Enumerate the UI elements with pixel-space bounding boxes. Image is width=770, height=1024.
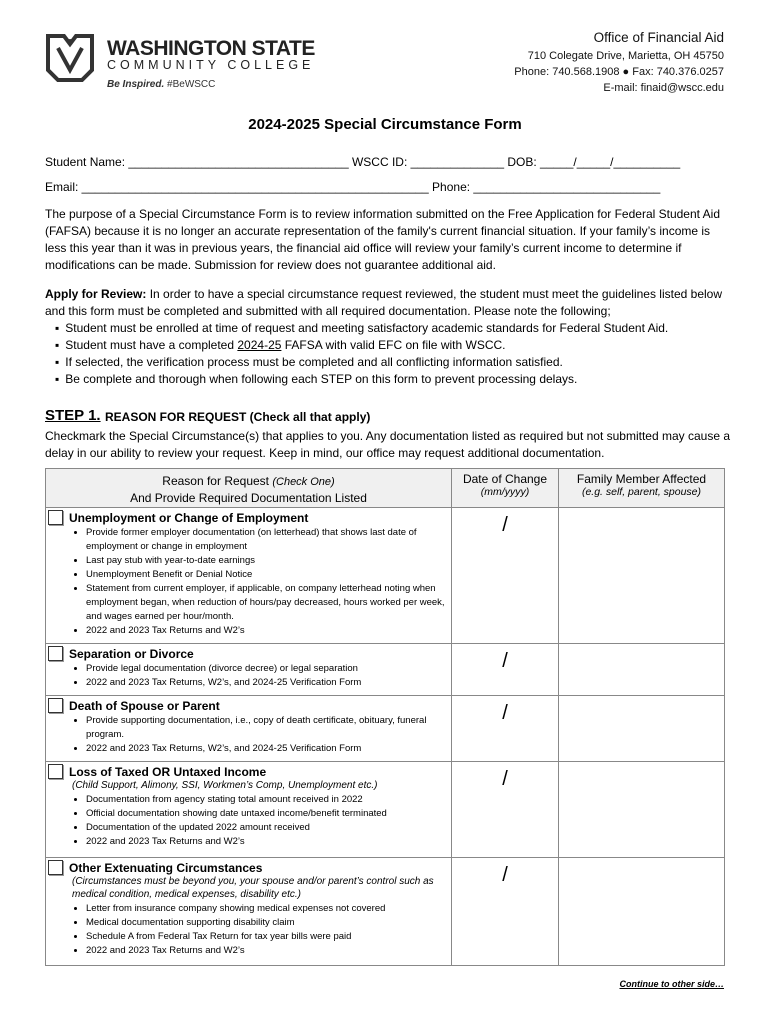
reason-cell: Unemployment or Change of Employment • Provide former employer documentation (on letterhead) that shows last date of employment or change in employment • Last pay stub with year-to-date earnings • Unemployment Benefit or Denial Notice • Statement from current employer, if applicable, on company letterhead noting when employment began, when reduction of hours/pay decreased, hours worked per week, and wages earned per hour/month. • 2022 and 2023 Tax Returns and W2’s <box>46 508 452 644</box>
list-item: • Official documentation showing date untaxed income/benefit terminated <box>86 807 447 821</box>
table-row <box>46 762 725 858</box>
office-title: Office of Financial Aid <box>593 30 724 45</box>
reason-cell: Separation or Divorce • Provide legal documentation (divorce decree) or legal separation • 2022 and 2023 Tax Returns, W2’s, and 2024-25 Verification Form <box>46 644 452 696</box>
list-item: • Documentation of the updated 2022 amount received <box>86 821 447 835</box>
checkbox-separation[interactable] <box>48 646 63 661</box>
reason-cell: Death of Spouse or Parent • Provide supporting documentation, i.e., copy of death certificate, obituary, funeral program. • 2022 and 2023 Tax Returns, W2’s, and 2024-25 Verification Form <box>46 696 452 762</box>
list-item: ▪ Be complete and thorough when following each STEP on this form to prevent processing delays. <box>55 371 668 388</box>
list-item: • Schedule A from Federal Tax Return for tax year bills were paid <box>86 930 447 944</box>
list-item: • 2022 and 2023 Tax Returns, W2’s, and 2024-25 Verification Form <box>86 742 447 756</box>
list-item: • Provide former employer documentation (on letterhead) that shows last date of employment or change in employment <box>86 526 447 554</box>
reason-cell: Loss of Taxed OR Untaxed Income (Child Support, Alimony, SSI, Workmen’s Comp, Unemployment etc.) • Documentation from agency stating total amount received in 2022 • Official documentation showing date untaxed income/benefit terminated • Documentation of the updated 2022 amount received • 2022 and 2023 Tax Returns and W2’s <box>46 762 452 858</box>
office-phone-fax: Phone: 740.568.1908 ● Fax: 740.376.0257 <box>514 66 724 78</box>
list-item: • Medical documentation supporting disability claim <box>86 916 447 930</box>
table-row <box>46 508 725 644</box>
college-logo-icon <box>44 30 96 84</box>
step1-intro: Checkmark the Special Circumstance(s) that applies to you. Any documentation listed as required but not submitted may cause a delay in our ability to review your request. Keep in mind, our office may request additional documentation. <box>45 429 731 460</box>
date-input-separation[interactable]: / <box>452 644 559 696</box>
date-input-unemployment[interactable]: / <box>452 508 559 644</box>
family-input-income-loss[interactable] <box>559 762 725 858</box>
header-reason: Reason for Request (Check One) And Provide Required Documentation Listed <box>46 469 452 508</box>
table-row <box>46 696 725 762</box>
list-item: ▪ Student must have a completed 2024-25 FAFSA with valid EFC on file with WSCC. <box>55 337 668 354</box>
list-item: • 2022 and 2023 Tax Returns and W2’s <box>86 944 447 958</box>
checkbox-death[interactable] <box>48 698 63 713</box>
list-item: ▪ If selected, the verification process must be completed and all conflicting information satisfied. <box>55 354 668 371</box>
date-input-income-loss[interactable]: / <box>452 762 559 858</box>
list-item: ▪ Student must be enrolled at time of request and meeting satisfactory academic standards for Federal Student Aid. <box>55 320 668 337</box>
checkbox-unemployment[interactable] <box>48 510 63 525</box>
school-subtitle: COMMUNITY COLLEGE <box>107 58 315 72</box>
family-input-other[interactable] <box>559 858 725 966</box>
step1-label: STEP 1. <box>45 407 101 424</box>
student-info-line[interactable]: Student Name: _________________________________ WSCC ID: ______________ DOB: _____/_____/__________ <box>45 155 681 169</box>
header-family: Family Member Affected (e.g. self, parent, spouse) <box>559 469 725 508</box>
tagline: Be Inspired. #BeWSCC <box>107 79 216 90</box>
family-input-death[interactable] <box>559 696 725 762</box>
purpose-paragraph: The purpose of a Special Circumstance Form is to review information submitted on the Free Application for Federal Student Aid (FAFSA) because it is no longer an accurate representation of the family's current financial situation. If your family’s income is less this year than it was in previous years, the financial aid office will review your family’s current income to determine if modifications can be made. Submission for review does not guarantee additional aid. <box>45 207 720 272</box>
row-subtitle: (Child Support, Alimony, SSI, Workmen’s Comp, Unemployment etc.) <box>72 780 378 791</box>
list-item: • Documentation from agency stating total amount received in 2022 <box>86 793 447 807</box>
reason-table <box>45 468 725 966</box>
office-address: 710 Colegate Drive, Marietta, OH 45750 <box>527 50 724 62</box>
list-item: • 2022 and 2023 Tax Returns and W2’s <box>86 624 447 638</box>
header-date: Date of Change (mm/yyyy) <box>452 469 559 508</box>
date-input-other[interactable]: / <box>452 858 559 966</box>
list-item: • 2022 and 2023 Tax Returns and W2’s <box>86 835 447 849</box>
apply-bullets <box>55 320 668 388</box>
list-item: • Statement from current employer, if applicable, on company letterhead noting when employment began, when reduction of hours/pay decreased, hours worked per week, and wages earned per hour/month. <box>86 582 447 624</box>
checkbox-other[interactable] <box>48 860 63 875</box>
table-row <box>46 858 725 966</box>
date-input-death[interactable]: / <box>452 696 559 762</box>
reason-cell: Other Extenuating Circumstances (Circumstances must be beyond you, your spouse and/or parent’s control such as medical condition, medical expenses, disability etc.) • Letter from insurance company showing medical expenses not covered • Medical documentation supporting disability claim • Schedule A from Federal Tax Return for tax year bills were paid • 2022 and 2023 Tax Returns and W2’s <box>46 858 452 966</box>
list-item: • Last pay stub with year-to-date earnings <box>86 554 447 568</box>
school-name: WASHINGTON STATE <box>107 37 315 60</box>
table-row <box>46 644 725 696</box>
list-item: • 2022 and 2023 Tax Returns, W2’s, and 2024-25 Verification Form <box>86 676 447 690</box>
table-header-row <box>46 469 725 508</box>
checkbox-income-loss[interactable] <box>48 764 63 779</box>
form-title: 2024-2025 Special Circumstance Form <box>248 116 522 133</box>
family-input-separation[interactable] <box>559 644 725 696</box>
apply-paragraph: Apply for Review: In order to have a special circumstance request reviewed, the student must meet the guidelines listed below and this form must be completed and submitted with all required documentation. Please note the following; <box>45 287 723 318</box>
list-item: • Provide supporting documentation, i.e., copy of death certificate, obituary, funeral program. <box>86 714 447 742</box>
list-item: • Provide legal documentation (divorce decree) or legal separation <box>86 662 447 676</box>
step1-heading: REASON FOR REQUEST (Check all that apply) <box>105 410 371 424</box>
contact-info-line[interactable]: Email: ____________________________________________________ Phone: ____________________________ <box>45 180 661 194</box>
continue-note: Continue to other side… <box>619 979 724 989</box>
list-item: • Unemployment Benefit or Denial Notice <box>86 568 447 582</box>
family-input-unemployment[interactable] <box>559 508 725 644</box>
list-item: • Letter from insurance company showing medical expenses not covered <box>86 902 447 916</box>
row-subtitle: (Circumstances must be beyond you, your spouse and/or parent’s control such as medical condition, medical expenses, disability etc.) <box>72 876 434 900</box>
office-email: E-mail: finaid@wscc.edu <box>603 82 724 94</box>
